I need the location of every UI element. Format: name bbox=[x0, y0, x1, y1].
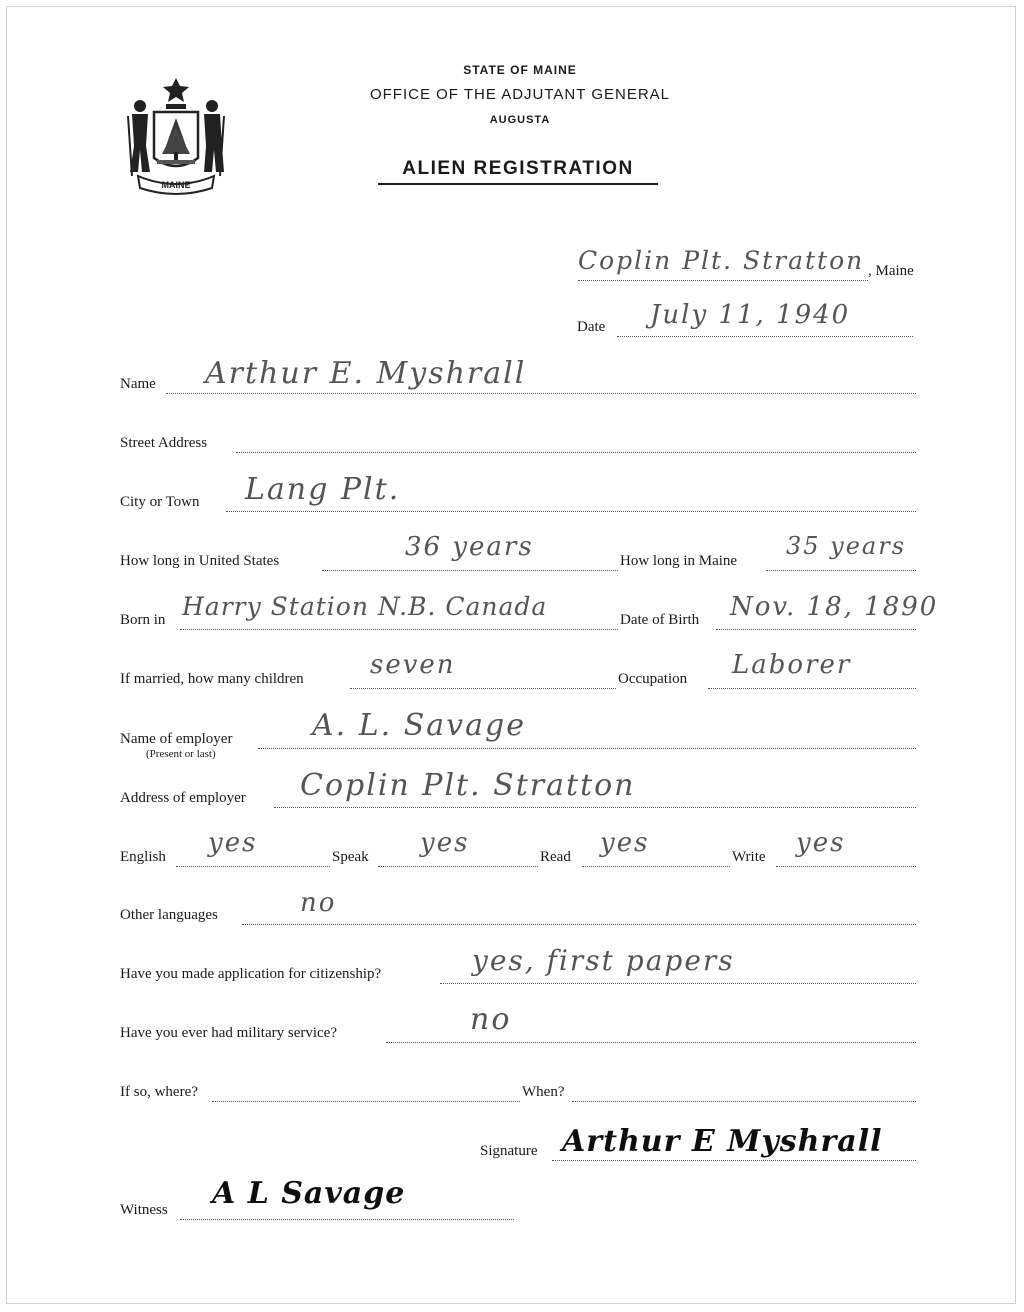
street-label: Street Address bbox=[120, 435, 208, 451]
children-line bbox=[350, 688, 616, 689]
witness-entry: A L Savage bbox=[212, 1176, 406, 1211]
name-label: Name bbox=[120, 376, 156, 392]
date-of-birth-line bbox=[716, 629, 916, 630]
how-long-maine-line bbox=[766, 570, 916, 571]
date-line bbox=[617, 336, 913, 337]
signature-label: Signature bbox=[480, 1143, 538, 1159]
how-long-maine-entry: 35 years bbox=[786, 532, 907, 560]
occupation-line bbox=[708, 688, 916, 689]
form-title: ALIEN REGISTRATION bbox=[378, 158, 658, 185]
born-in-label: Born in bbox=[120, 612, 166, 628]
write-label: Write bbox=[732, 849, 766, 865]
if-so-where-line bbox=[212, 1101, 520, 1102]
occupation-label: Occupation bbox=[618, 671, 688, 687]
other-languages-entry: no bbox=[300, 888, 337, 918]
read-entry: yes bbox=[600, 828, 650, 858]
children-label: If married, how many children bbox=[120, 671, 304, 687]
place-entry: Coplin Plt. Stratton bbox=[578, 246, 865, 275]
signature-line bbox=[552, 1160, 916, 1161]
place-line bbox=[578, 280, 868, 281]
employer-note: (Present or last) bbox=[146, 748, 216, 760]
how-long-us-entry: 36 years bbox=[405, 532, 534, 562]
signature-entry: Arthur E Myshrall bbox=[562, 1124, 883, 1159]
born-in-line bbox=[180, 629, 618, 630]
english-label: English bbox=[120, 849, 166, 865]
office-heading: OFFICE OF THE ADJUTANT GENERAL bbox=[369, 86, 671, 103]
city-heading: AUGUSTA bbox=[489, 114, 551, 126]
city-line bbox=[226, 511, 916, 512]
read-line bbox=[582, 866, 730, 867]
english-entry: yes bbox=[208, 828, 258, 858]
employer-label: Name of employer bbox=[120, 731, 233, 747]
how-long-us-line bbox=[322, 570, 618, 571]
speak-line bbox=[378, 866, 538, 867]
born-in-entry: Harry Station N.B. Canada bbox=[182, 592, 548, 621]
employer-line bbox=[258, 748, 916, 749]
if-so-where-label: If so, where? bbox=[120, 1084, 198, 1100]
city-label: City or Town bbox=[120, 494, 200, 510]
when-line bbox=[572, 1101, 916, 1102]
employer-address-line bbox=[274, 807, 916, 808]
military-line bbox=[386, 1042, 916, 1043]
english-line bbox=[176, 866, 330, 867]
state-seal-icon bbox=[124, 76, 228, 196]
date-of-birth-label: Date of Birth bbox=[620, 612, 700, 628]
date-label: Date bbox=[577, 319, 606, 335]
other-languages-line bbox=[242, 924, 916, 925]
speak-label: Speak bbox=[332, 849, 369, 865]
read-label: Read bbox=[540, 849, 571, 865]
how-long-maine-label: How long in Maine bbox=[620, 553, 738, 569]
employer-address-entry: Coplin Plt. Stratton bbox=[300, 768, 636, 803]
employer-entry: A. L. Savage bbox=[312, 708, 526, 743]
write-entry: yes bbox=[796, 828, 846, 858]
witness-line bbox=[180, 1219, 514, 1220]
date-entry: July 11, 1940 bbox=[650, 300, 851, 330]
write-line bbox=[776, 866, 916, 867]
maine-label: , Maine bbox=[868, 263, 914, 279]
occupation-entry: Laborer bbox=[732, 650, 852, 680]
page-border bbox=[6, 6, 1016, 1304]
citizenship-entry: yes, first papers bbox=[472, 944, 735, 977]
employer-address-label: Address of employer bbox=[120, 790, 246, 806]
date-of-birth-entry: Nov. 18, 1890 bbox=[730, 592, 939, 622]
military-entry: no bbox=[470, 1002, 512, 1037]
military-label: Have you ever had military service? bbox=[120, 1025, 337, 1041]
city-entry: Lang Plt. bbox=[245, 472, 401, 507]
speak-entry: yes bbox=[420, 828, 470, 858]
children-entry: seven bbox=[370, 650, 456, 680]
when-label: When? bbox=[522, 1084, 565, 1100]
name-entry: Arthur E. Myshrall bbox=[205, 356, 527, 391]
name-line bbox=[166, 393, 916, 394]
street-line bbox=[236, 452, 916, 453]
citizenship-line bbox=[440, 983, 916, 984]
svg-text:MAINE: MAINE bbox=[161, 180, 191, 190]
witness-label: Witness bbox=[120, 1202, 168, 1218]
how-long-us-label: How long in United States bbox=[120, 553, 280, 569]
other-languages-label: Other languages bbox=[120, 907, 218, 923]
state-heading: STATE OF MAINE bbox=[463, 63, 577, 77]
citizenship-label: Have you made application for citizenship? bbox=[120, 966, 382, 982]
